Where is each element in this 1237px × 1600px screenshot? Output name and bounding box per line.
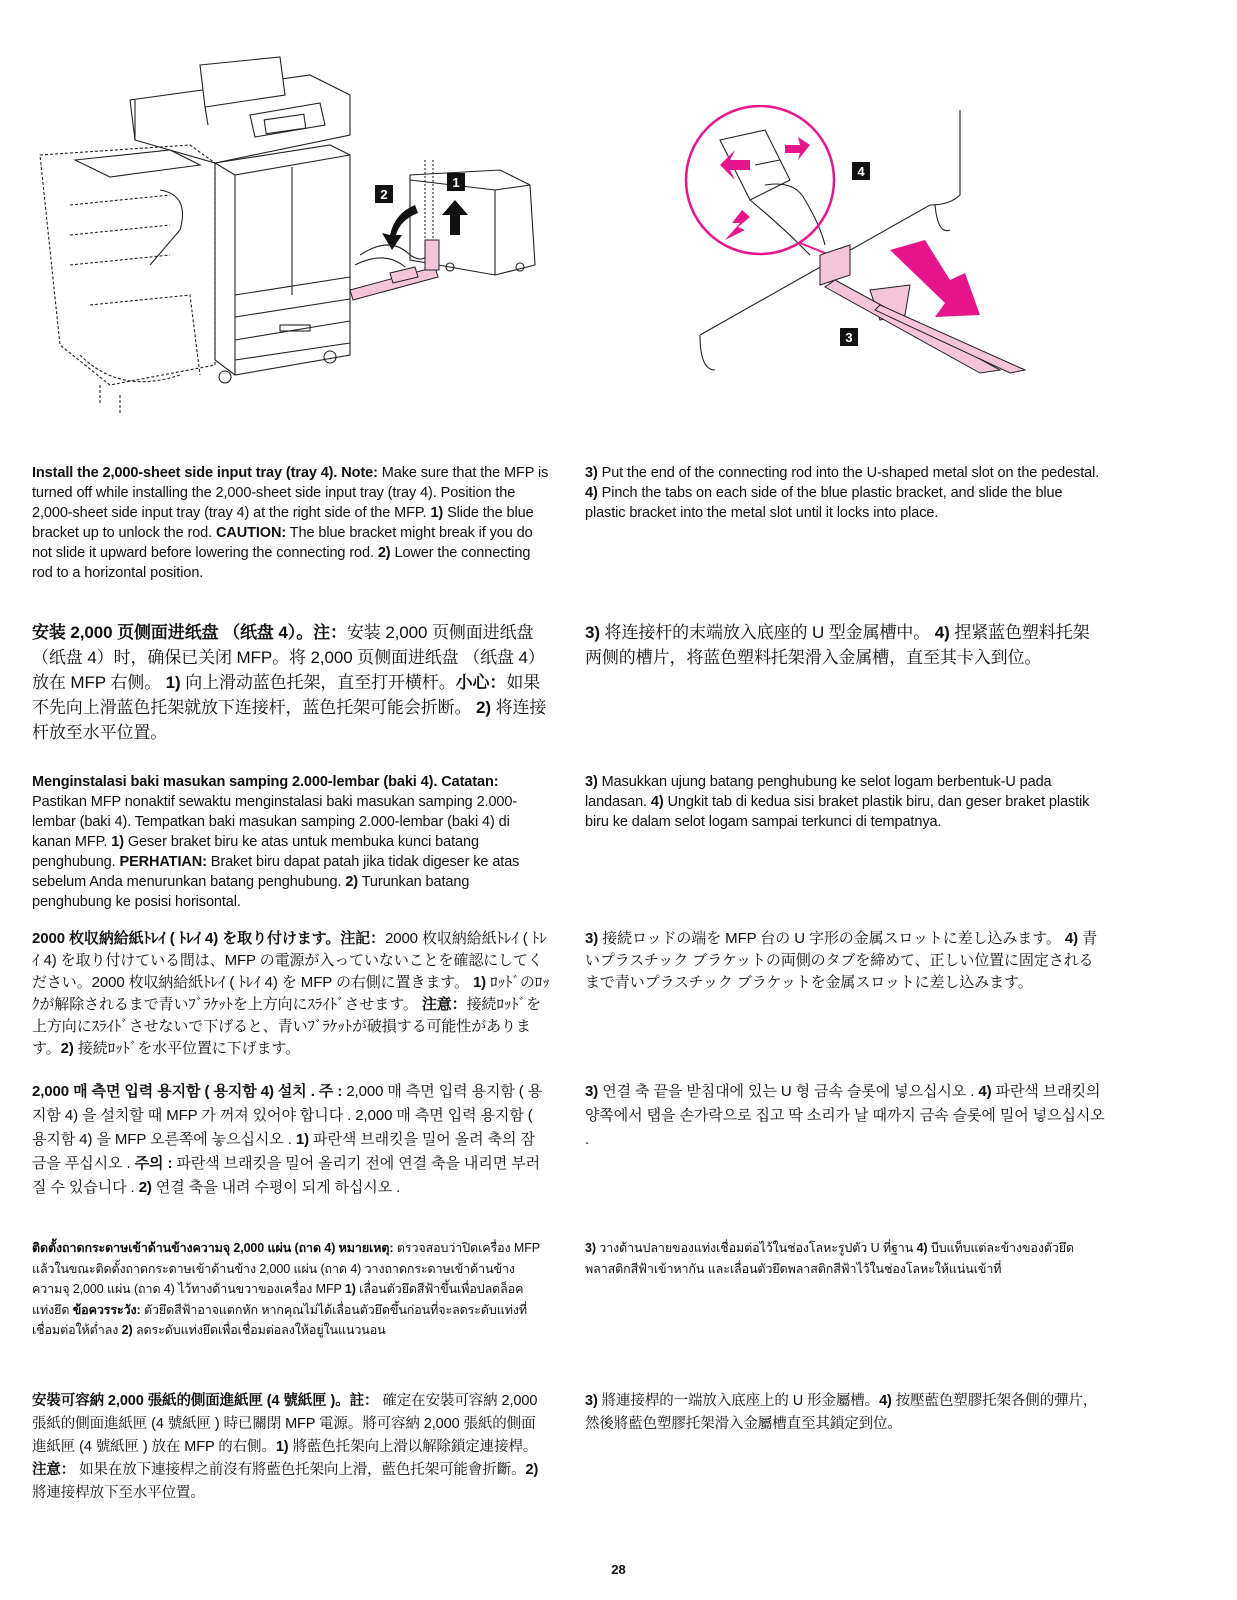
id-note-label: Catatan: bbox=[441, 774, 499, 790]
ja-right-paragraph bbox=[585, 928, 1100, 994]
ja-caution-label: 注意： bbox=[421, 996, 467, 1013]
th-step2: ลดระดับแท่งยึดเพื่อเชื่อมต่อลงให้อยู่ในแนวนอน bbox=[132, 1323, 386, 1337]
en-step1-label: 1) bbox=[430, 505, 444, 521]
ja-note: 2000 枚収納給紙ﾄﾚｲ ( ﾄﾚｲ 4) を取り付けている間は、MFP の電源が入っていないことを確認にしてください。2000 枚収納給紙ﾄﾚｲ ( ﾄﾚｲ 4) を MFP の右側に置きます。 bbox=[32, 930, 547, 991]
zhtw-step3: 將連接桿的一端放入底座上的 U 形金屬槽。 bbox=[597, 1393, 880, 1409]
en-step1: Slide the blue bracket up to unlock the rod. bbox=[32, 505, 534, 541]
zhcn-step4: 捏紧蓝色塑料托架两侧的槽片，将蓝色塑料托架滑入金属槽，直至其卡入到位。 bbox=[585, 623, 1090, 667]
id-caution-label: PERHATIAN: bbox=[119, 854, 207, 870]
th-step4: บีบแท็บแต่ละข้างของตัวยึดพลาสติกสีฟ้าเข้าหากัน และเลื่อนตัวยึดพลาสติกสีฟ้าไว้ในช่องโลหะให้แน่นเข้าที่ bbox=[585, 1241, 1075, 1276]
zhtw-step1: 將藍色托架向上滑以解除鎖定連接桿。 bbox=[288, 1439, 538, 1455]
id-step3: Masukkan ujung batang penghubung ke selot logam berbentuk-U pada landasan. bbox=[585, 774, 1052, 810]
ja-step2-label: 2) bbox=[60, 1040, 74, 1057]
en-note-label: Note: bbox=[341, 465, 378, 481]
th-caution: ตัวยึดสีฟ้าอาจแตกหัก หากคุณไม่ได้เลื่อนตัวยึดขึ้นก่อนที่จะลดระดับแท่งที่เชื่อมต่อให้ต่ำลง bbox=[32, 1302, 527, 1337]
zhtw-caution-label: 注意： bbox=[32, 1462, 76, 1478]
zhcn-right-paragraph bbox=[585, 620, 1100, 670]
th-title: ติดตั้งถาดกระดาษเข้าด้านข้างความจุ 2,000 แผ่น (ถาด 4) หมายเหตุ: bbox=[32, 1241, 394, 1255]
zhcn-step3: 将连接杆的末端放入底座的 U 型金属槽中。 bbox=[599, 623, 935, 642]
zhcn-step2: 将连接杆放至水平位置。 bbox=[32, 698, 547, 742]
ko-note: 2,000 매 측면 입력 용지함 ( 용지함 4) 을 설치할 때 MFP 가 꺼져 있어야 합니다 . 2,000 매 측면 입력 용지함 ( 용지함 4) 을 MFP 오른쪽에 놓으십시오 . bbox=[32, 1083, 543, 1148]
ja-step4: 青いプラスチック ブラケットの両側のタブを締めて、正しい位置に固定されるまで青いプラスチック ブラケットを金属スロットに差し込みます。 bbox=[585, 930, 1097, 991]
th-left-paragraph bbox=[32, 1238, 544, 1341]
zhtw-step3-label: 3) bbox=[585, 1393, 598, 1409]
id-note: Pastikan MFP nonaktif sewaktu menginstalasi baki masukan samping 2.000-lembar (baki 4). Tempatkan baki masukan samping 2.000-lembar (baki 4) di kanan MFP. bbox=[32, 794, 518, 850]
ko-caution-label: 주의 : bbox=[134, 1155, 173, 1172]
zhtw-step4: 按壓藍色塑膠托架各側的彈片，然後將藍色塑膠托架滑入金屬槽直至其鎖定到位。 bbox=[585, 1393, 1098, 1432]
ja-step1: ﾛｯﾄﾞのﾛｯｸが解除されるまで青いﾌﾞﾗｹｯﾄを上方向にｽﾗｲﾄﾞさせます。 bbox=[32, 974, 550, 1013]
id-step2-label: 2) bbox=[345, 874, 359, 890]
id-step4: Ungkit tab di kedua sisi braket plastik biru, dan geser braket plastik biru ke dalam selot logam sampai terkunci di tempatnya. bbox=[585, 794, 1090, 830]
zhtw-step1-label: 1) bbox=[275, 1439, 289, 1455]
ko-left-paragraph bbox=[32, 1080, 547, 1200]
ko-step2: 연결 축을 내려 수평이 되게 하십시오 . bbox=[151, 1179, 401, 1196]
th-step1: เลื่อนตัวยึดสีฟ้าขึ้นเพื่อปลดล็อคแท่งยึด bbox=[32, 1282, 524, 1317]
zhtw-left-paragraph bbox=[32, 1390, 544, 1505]
callout-2: 2 bbox=[380, 187, 388, 202]
ko-title: 2,000 매 측면 입력 용지함 ( 용지함 4) 설치 . 주 : bbox=[32, 1083, 343, 1100]
en-note: Make sure that the MFP is turned off while installing the 2,000-sheet side input tray (tray 4). Position the 2,000-sheet side input tray (tray 4) at the right side of the MFP. bbox=[32, 465, 549, 521]
zhtw-title: 安裝可容納 2,000 張紙的側面進紙匣 (4 號紙匣 )。註： bbox=[32, 1393, 379, 1409]
zhcn-step2-label: 2) bbox=[476, 698, 491, 717]
en-caution-label: CAUTION: bbox=[216, 525, 287, 541]
ja-step4-label: 4) bbox=[1064, 930, 1079, 947]
th-step3-label: 3) bbox=[585, 1241, 596, 1255]
ja-step3-label: 3) bbox=[585, 930, 599, 947]
ko-step3: 연결 축 끝을 받침대에 있는 U 형 금속 슬롯에 넣으십시오 . bbox=[598, 1083, 979, 1100]
id-step4-label: 4) bbox=[650, 794, 664, 810]
id-left-paragraph bbox=[32, 772, 542, 912]
callout-3: 3 bbox=[845, 330, 853, 345]
bracket-slot-illustration bbox=[680, 105, 1040, 380]
callout-1: 1 bbox=[452, 175, 460, 190]
ja-step2: 接続ﾛｯﾄﾞを水平位置に下げます。 bbox=[73, 1040, 301, 1057]
ja-left-paragraph bbox=[32, 928, 550, 1060]
ja-title: 2000 枚収納給紙ﾄﾚｲ ( ﾄﾚｲ 4) を取り付けます。注記： bbox=[32, 930, 385, 947]
zhcn-step3-label: 3) bbox=[585, 623, 600, 642]
zhcn-caution-label: 小心： bbox=[455, 673, 507, 692]
ja-caution: 接続ﾛｯﾄﾞを上方向にｽﾗｲﾄﾞさせないで下げると、青いﾌﾞﾗｹｯﾄが破損する可能性があります。 bbox=[32, 996, 541, 1057]
zhtw-note: 確定在安裝可容納 2,000 張紙的側面進紙匣 (4 號紙匣 ) 時已關閉 MFP 電源。將可容納 2,000 張紙的側面進紙匣 (4 號紙匣 ) 放在 MFP 的右側。 bbox=[32, 1393, 538, 1455]
th-step3: วางด้านปลายของแท่งเชื่อมต่อไว้ในช่องโลหะรูปตัว U ที่ฐาน bbox=[595, 1241, 917, 1255]
zhcn-step1: 向上滑动蓝色托架，直至打开横杆。 bbox=[180, 673, 456, 692]
en-step2: Lower the connecting rod to a horizontal position. bbox=[32, 545, 531, 581]
zhtw-step2-label: 2) bbox=[525, 1462, 539, 1478]
id-step2: Turunkan batang penghubung ke posisi horisontal. bbox=[32, 874, 470, 910]
zhtw-step4-label: 4) bbox=[879, 1393, 892, 1409]
th-step2-label: 2) bbox=[121, 1323, 133, 1337]
id-step1-label: 1) bbox=[111, 834, 124, 850]
th-step4-label: 4) bbox=[916, 1241, 928, 1255]
zhcn-title: 安装 2,000 页侧面进纸盘 （纸盘 4）。注： bbox=[32, 623, 347, 642]
en-step3-label: 3) bbox=[585, 465, 598, 481]
id-step3-label: 3) bbox=[585, 774, 598, 790]
ko-right-paragraph bbox=[585, 1080, 1105, 1152]
en-step2-label: 2) bbox=[377, 545, 391, 561]
zhcn-step4-label: 4) bbox=[934, 623, 950, 642]
zhcn-left-paragraph bbox=[32, 620, 547, 745]
ko-caution: 파란색 브래킷을 밀어 올리기 전에 연결 축을 내리면 부러질 수 있습니다 . bbox=[32, 1155, 540, 1196]
en-step4: Pinch the tabs on each side of the blue plastic bracket, and slide the blue plastic bracket into the metal slot until it locks into place. bbox=[585, 485, 1063, 521]
printer-installation-illustration bbox=[30, 55, 550, 425]
zhcn-caution: 如果不先向上滑蓝色托架就放下连接杆，蓝色托架可能会折断。 bbox=[32, 673, 541, 717]
id-title: Menginstalasi baki masukan samping 2.000-lembar (baki 4). bbox=[32, 774, 438, 790]
en-left-paragraph bbox=[32, 463, 552, 583]
en-step4-label: 4) bbox=[585, 485, 598, 501]
en-step3: Put the end of the connecting rod into the U-shaped metal slot on the pedestal. bbox=[597, 465, 1100, 481]
en-caution: The blue bracket might break if you do not slide it upward before lowering the connecting rod. bbox=[32, 525, 533, 561]
ko-step4: 파란색 브래킷의 양쪽에서 탭을 손가락으로 집고 딱 소리가 날 때까지 금속 슬롯에 밀어 넣으십시오 . bbox=[585, 1083, 1105, 1148]
zhtw-caution: 如果在放下連接桿之前沒有將藍色托架向上滑，藍色托架可能會折斷。 bbox=[75, 1462, 526, 1478]
id-step1: Geser braket biru ke atas untuk membuka kunci batang penghubung. bbox=[32, 834, 479, 870]
zhcn-note: 安装 2,000 页侧面进纸盘 （纸盘 4）时，确保已关闭 MFP。将 2,000 页侧面进纸盘 （纸盘 4）放在 MFP 右侧。 bbox=[32, 623, 545, 692]
ko-step4-label: 4) bbox=[978, 1083, 992, 1100]
th-step1-label: 1) bbox=[344, 1282, 356, 1296]
id-right-paragraph bbox=[585, 772, 1105, 832]
zhtw-step2: 將連接桿放下至水平位置。 bbox=[32, 1485, 205, 1501]
ko-step2-label: 2) bbox=[138, 1179, 152, 1196]
th-right-paragraph bbox=[585, 1238, 1105, 1279]
zhcn-step1-label: 1) bbox=[165, 673, 181, 692]
id-caution: Braket biru dapat patah jika tidak digeser ke atas sebelum Anda menurunkan batang penghubung. bbox=[32, 854, 520, 890]
ja-step1-label: 1) bbox=[472, 974, 487, 991]
en-right-paragraph bbox=[585, 463, 1105, 523]
th-caution-label: ข้อควรระวัง: bbox=[72, 1302, 141, 1317]
page-number: 28 bbox=[611, 1562, 626, 1577]
zhtw-right-paragraph bbox=[585, 1390, 1105, 1436]
ja-step3: 接続ロッドの端を MFP 台の U 字形の金属スロットに差し込みます。 bbox=[598, 930, 1065, 947]
ko-step3-label: 3) bbox=[585, 1083, 599, 1100]
callout-4: 4 bbox=[857, 164, 865, 179]
ko-step1-label: 1) bbox=[295, 1131, 309, 1148]
ko-step1: 파란색 브래킷을 밀어 올려 축의 잠금을 푸십시오 . bbox=[32, 1131, 535, 1172]
th-note: ตรวจสอบว่าปิดเครื่อง MFP แล้วในขณะติดตั้งถาดกระดาษเข้าด้านข้าง 2,000 แผ่น (ถาด 4) วางถาดกระดาษเข้าด้านข้างความจุ 2,000 แผ่น (ถาด 4) ไว้ทางด้านขวาของเครื่อง MFP bbox=[32, 1241, 540, 1296]
en-title: Install the 2,000-sheet side input tray (tray 4). bbox=[32, 465, 338, 481]
